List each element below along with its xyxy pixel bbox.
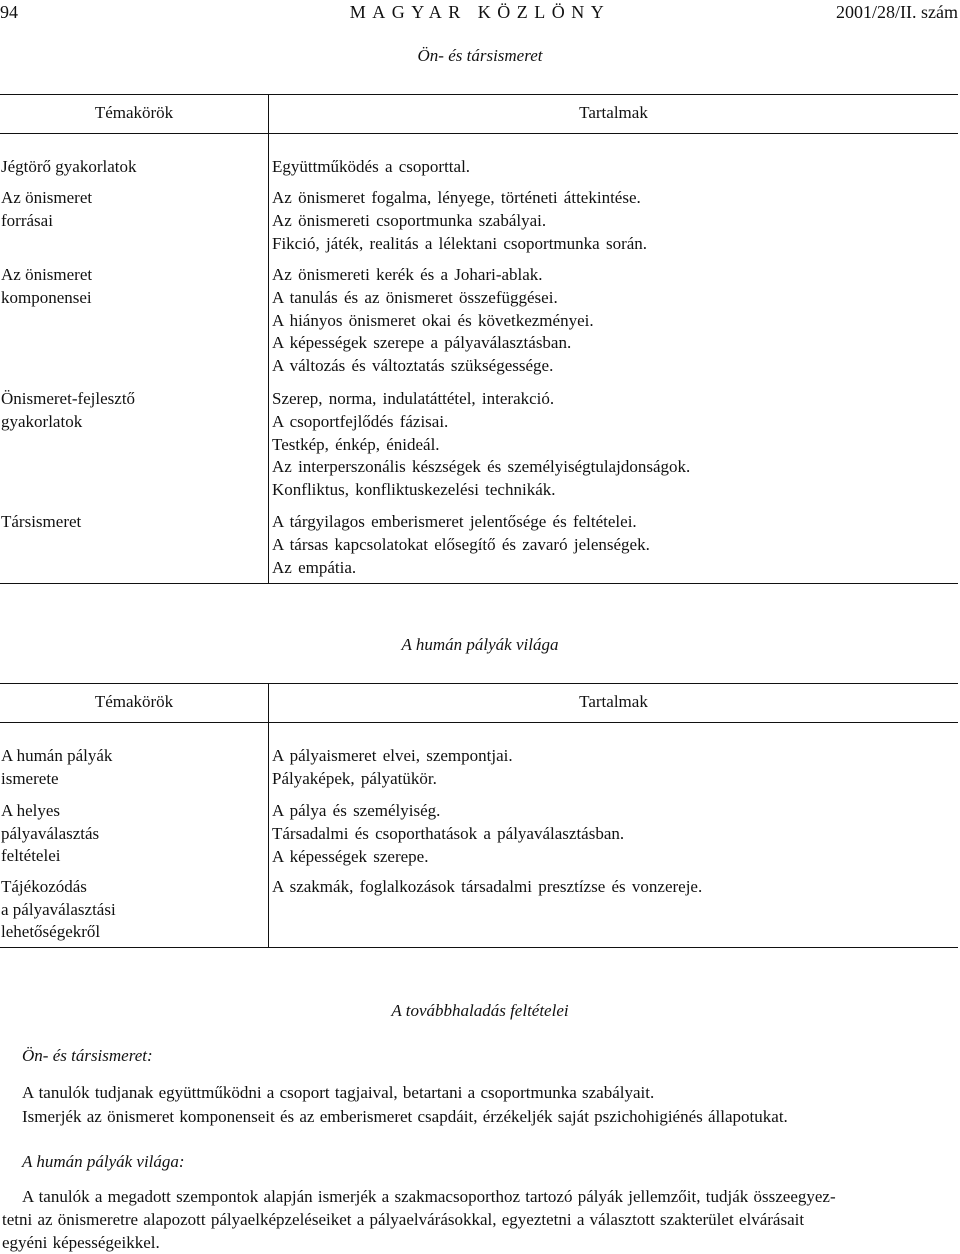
content-line: A pályaismeret elvei, szempontjai. bbox=[272, 746, 513, 765]
table-header-2 bbox=[0, 683, 958, 723]
content-line: Az önismereti csoportmunka szabályai. bbox=[272, 210, 547, 230]
content-line: A változás és változtatás szükségessége. bbox=[272, 356, 554, 376]
content-line: Pályaképek, pályatükör. bbox=[272, 768, 437, 788]
content-line: Az interperszonális készségek és személyiségtulajdonságok. bbox=[272, 457, 691, 477]
paragraph-line: A tanulók a megadott szempontok alapján ismerjék a szakmacsoporthoz tartozó pályák jellemzőit, tudják összeegyez- bbox=[22, 1187, 836, 1206]
topic-line: Jégtörő gyakorlatok bbox=[1, 157, 137, 176]
table-bottom-rule bbox=[0, 947, 958, 948]
content-line: Az empátia. bbox=[272, 557, 357, 577]
content-line: Testkép, énkép, énideál. bbox=[272, 434, 440, 454]
content-line: Szerep, norma, indulatáttétel, interakció. bbox=[272, 389, 555, 408]
topic-line: komponensei bbox=[1, 287, 92, 307]
paragraph-line: A tanulók tudjanak együttműködni a csoport tagjaival, betartani a csoportmunka szabályait. bbox=[22, 1083, 655, 1102]
content-line: Konfliktus, konfliktuskezelési technikák. bbox=[272, 480, 556, 500]
journal-name: MAGYAR KÖZLÖNY bbox=[349, 2, 611, 22]
topic-line: A humán pályák bbox=[1, 746, 113, 765]
content-line: Az önismereti kerék és a Johari-ablak. bbox=[272, 265, 543, 284]
content-line: Társadalmi és csoporthatások a pályaválasztásban. bbox=[272, 823, 625, 843]
header-topics: Témakörök bbox=[94, 692, 174, 711]
subsection-label-human-palyak: A humán pályák világa: bbox=[22, 1152, 185, 1171]
section-title-human-palyak: A humán pályák világa bbox=[401, 635, 559, 654]
page-number: 94 bbox=[0, 2, 18, 22]
topic-line: a pályaválasztási bbox=[1, 899, 116, 919]
content-line: Fikció, játék, realitás a lélektani csoportmunka során. bbox=[272, 233, 648, 253]
topic-line: Társismeret bbox=[1, 512, 82, 531]
issue-number: 2001/28/II. szám bbox=[836, 2, 958, 22]
content-line: A csoportfejlődés fázisai. bbox=[272, 411, 449, 431]
topic-line: forrásai bbox=[1, 210, 53, 230]
topic-line: lehetőségekről bbox=[1, 922, 101, 941]
content-line: A képességek szerepe a pályaválasztásban. bbox=[272, 333, 572, 353]
content-line: A tanulás és az önismeret összefüggései. bbox=[272, 287, 558, 307]
content-line: A hiányos önismeret okai és következményei. bbox=[272, 310, 594, 330]
content-line: A szakmák, foglalkozások társadalmi presztízse és vonzereje. bbox=[272, 877, 703, 896]
subsection-label-onismeret: Ön- és társismeret: bbox=[22, 1046, 153, 1065]
content-line: A tárgyilagos emberismeret jelentősége és feltételei. bbox=[272, 512, 637, 531]
content-line: Együttműködés a csoporttal. bbox=[272, 157, 471, 176]
table-divider-2 bbox=[268, 722, 269, 947]
content-line: A társas kapcsolatokat elősegítő és zavaró jelenségek. bbox=[272, 534, 650, 554]
table-divider-1 bbox=[268, 133, 269, 583]
topic-line: gyakorlatok bbox=[1, 411, 83, 431]
header-contents: Tartalmak bbox=[579, 692, 648, 711]
paragraph-line: tetni az önismeretre alapozott pályaelképzeléseiket a pályaelvárásokkal, egyeztetni a választott szakterület elvárásait bbox=[2, 1210, 805, 1229]
content-line: A képességek szerepe. bbox=[272, 846, 429, 866]
table-bottom-rule bbox=[0, 583, 958, 584]
paragraph-line: egyéni képességeikkel. bbox=[2, 1233, 160, 1252]
content-line: Az önismeret fogalma, lényege, történeti áttekintése. bbox=[272, 188, 641, 207]
topic-line: pályaválasztás bbox=[1, 823, 100, 843]
header-contents: Tartalmak bbox=[579, 103, 648, 122]
topic-line: ismerete bbox=[1, 768, 59, 788]
topic-line: feltételei bbox=[1, 846, 61, 865]
topic-line: A helyes bbox=[1, 801, 61, 820]
content-line: A pálya és személyiség. bbox=[272, 801, 441, 820]
topic-line: Tájékozódás bbox=[1, 877, 87, 896]
topic-line: Az önismeret bbox=[1, 188, 93, 207]
topic-line: Az önismeret bbox=[1, 265, 93, 284]
page-header bbox=[0, 2, 960, 26]
paragraph-line: Ismerjék az önismeret komponenseit és az emberismeret csapdáit, érzékeljék saját pszichohigiénés állapotukat. bbox=[22, 1107, 788, 1126]
header-topics: Témakörök bbox=[94, 103, 174, 122]
section-title-onismeret: Ön- és társismeret bbox=[417, 46, 543, 65]
section-title-tovabbhaladas: A továbbhaladás feltételei bbox=[391, 1001, 569, 1020]
topic-line: Önismeret-fejlesztő bbox=[1, 389, 136, 408]
table-header-1 bbox=[0, 94, 958, 134]
